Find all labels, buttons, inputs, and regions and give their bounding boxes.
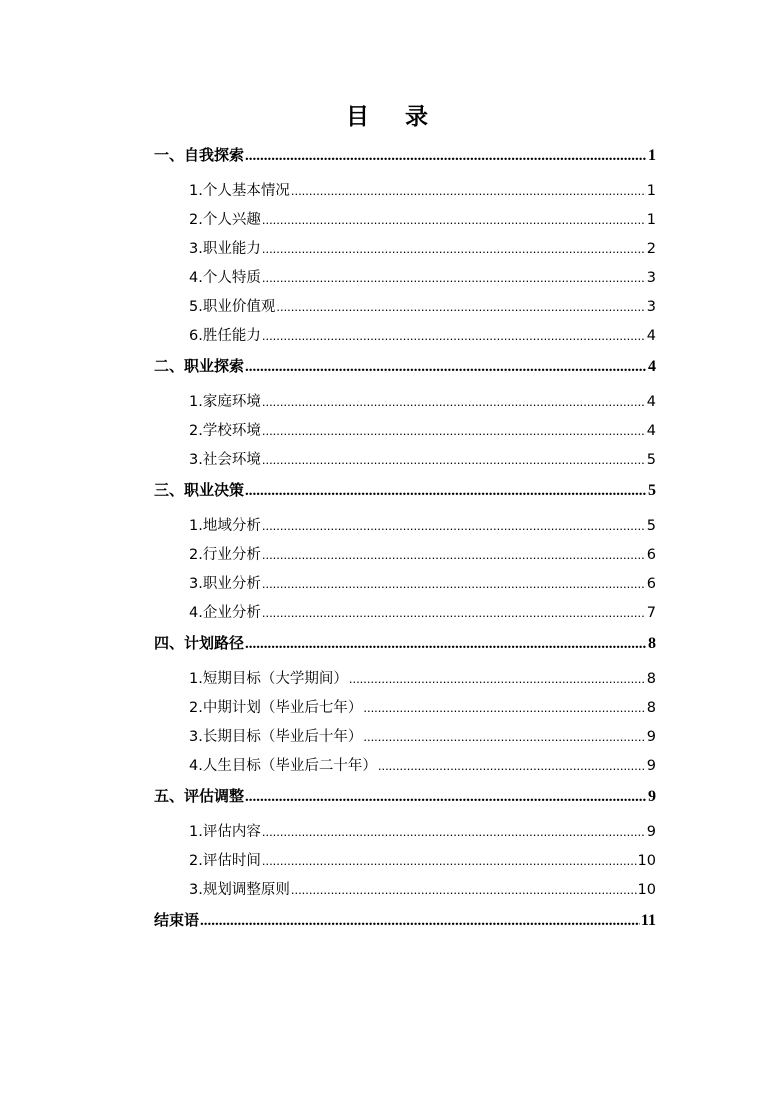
toc-page-number: 8 [646, 671, 656, 687]
toc-entry-label: 3.社会环境 [189, 452, 261, 468]
toc-entry-label: 1.个人基本情况 [189, 183, 290, 199]
toc-entry-label: 3.规划调整原则 [189, 882, 290, 898]
toc-entry-label: 1.短期目标（大学期间） [189, 671, 348, 687]
toc-dot-leader [291, 882, 637, 897]
toc-dot-leader [245, 483, 647, 500]
toc-page-number: 4 [646, 394, 656, 410]
toc-entry-label: 二、职业探索 [154, 357, 245, 375]
toc-dot-leader [245, 789, 647, 806]
toc-page-number: 3 [646, 270, 656, 286]
toc-page-number: 8 [648, 635, 656, 652]
toc-entry-label: 3.职业分析 [189, 576, 261, 592]
toc-page-number: 7 [646, 605, 656, 621]
toc-dot-leader [262, 518, 646, 533]
toc-subsection-entry[interactable] [189, 390, 656, 411]
toc-dot-leader [291, 183, 646, 198]
toc-dot-leader [262, 423, 646, 438]
toc-subsection-entry[interactable] [189, 696, 656, 717]
toc-entry-label: 4.企业分析 [189, 605, 261, 621]
toc-entry-label: 1.地域分析 [189, 518, 261, 534]
toc-dot-leader [262, 328, 646, 343]
toc-section-entry[interactable] [154, 355, 656, 376]
toc-dot-leader [200, 913, 640, 930]
toc-dot-leader [276, 299, 645, 314]
toc-page-number: 10 [637, 882, 656, 898]
toc-page-number: 10 [637, 853, 656, 869]
toc-subsection-entry[interactable] [189, 419, 656, 440]
toc-page-number: 9 [646, 729, 656, 745]
toc-section-entry[interactable] [154, 144, 656, 165]
toc-subsection-entry[interactable] [189, 667, 656, 688]
toc-entry-label: 2.个人兴趣 [189, 212, 261, 228]
toc-page-number: 2 [646, 241, 656, 257]
toc-section-entry[interactable] [154, 785, 656, 806]
toc-subsection-entry[interactable] [189, 266, 656, 287]
toc-entry-label: 3.长期目标（毕业后十年） [189, 729, 363, 745]
toc-page-number: 4 [646, 328, 656, 344]
toc-subsection-entry[interactable] [189, 820, 656, 841]
toc-entry-label: 五、评估调整 [154, 787, 245, 805]
toc-entry-label: 2.行业分析 [189, 547, 261, 563]
toc-dot-leader [363, 700, 645, 715]
toc-entry-label: 3.职业能力 [189, 241, 261, 257]
toc-entry-label: 1.家庭环境 [189, 394, 261, 410]
toc-section-entry[interactable] [154, 909, 656, 930]
toc-page-number: 4 [646, 423, 656, 439]
toc-subsection-entry[interactable] [189, 572, 656, 593]
toc-subsection-entry[interactable] [189, 543, 656, 564]
toc-subsection-entry[interactable] [189, 448, 656, 469]
toc-page-number: 4 [648, 358, 656, 375]
toc-page-number: 6 [646, 576, 656, 592]
toc-entry-label: 6.胜任能力 [189, 328, 261, 344]
toc-dot-leader [262, 853, 637, 868]
toc-page-number: 8 [646, 700, 656, 716]
toc-page-number: 5 [646, 452, 656, 468]
toc-subsection-entry[interactable] [189, 725, 656, 746]
toc-page-number: 1 [646, 212, 656, 228]
toc-subsection-entry[interactable] [189, 179, 656, 200]
toc-section-entry[interactable] [154, 479, 656, 500]
toc-subsection-entry[interactable] [189, 754, 656, 775]
toc-entry-label: 2.评估时间 [189, 853, 261, 869]
toc-dot-leader [245, 636, 647, 653]
page-title: 目 录 [345, 103, 442, 130]
toc-subsection-entry[interactable] [189, 878, 656, 899]
toc-entry-label: 2.中期计划（毕业后七年） [189, 700, 363, 716]
toc-entry-label: 4.人生目标（毕业后二十年） [189, 758, 377, 774]
toc-dot-leader [245, 359, 647, 376]
toc-page-number: 9 [646, 824, 656, 840]
toc-dot-leader [262, 452, 646, 467]
toc-dot-leader [262, 547, 646, 562]
toc-entry-label: 4.个人特质 [189, 270, 261, 286]
toc-entry-label: 5.职业价值观 [189, 299, 276, 315]
toc-subsection-entry[interactable] [189, 601, 656, 622]
toc-dot-leader [262, 270, 646, 285]
toc-page-number: 1 [648, 147, 656, 164]
toc-entry-label: 一、自我探索 [154, 146, 245, 164]
toc-dot-leader [262, 241, 646, 256]
toc-page-number: 5 [648, 482, 656, 499]
toc-dot-leader [262, 212, 646, 227]
toc-subsection-entry[interactable] [189, 295, 656, 316]
toc-subsection-entry[interactable] [189, 849, 656, 870]
toc-subsection-entry[interactable] [189, 514, 656, 535]
toc-dot-leader [378, 758, 646, 773]
toc-page-number: 9 [646, 758, 656, 774]
toc-dot-leader [349, 671, 646, 686]
toc-page-number: 3 [646, 299, 656, 315]
toc-dot-leader [363, 729, 645, 744]
toc-dot-leader [262, 394, 646, 409]
toc-dot-leader [262, 605, 646, 620]
toc-dot-leader [262, 576, 646, 591]
toc-subsection-entry[interactable] [189, 237, 656, 258]
toc-page-number: 9 [648, 788, 656, 805]
toc-subsection-entry[interactable] [189, 208, 656, 229]
toc-entry-label: 2.学校环境 [189, 423, 261, 439]
toc-dot-leader [262, 824, 646, 839]
toc-entry-label: 结束语 [154, 911, 200, 929]
toc-page-number: 6 [646, 547, 656, 563]
toc-entry-label: 四、计划路径 [154, 634, 245, 652]
toc-page-number: 11 [640, 912, 656, 929]
toc-subsection-entry[interactable] [189, 324, 656, 345]
toc-page-number: 1 [646, 183, 656, 199]
toc-dot-leader [245, 148, 647, 165]
toc-section-entry[interactable] [154, 632, 656, 653]
toc-entry-label: 三、职业决策 [154, 481, 245, 499]
toc-page-number: 5 [646, 518, 656, 534]
toc-entry-label: 1.评估内容 [189, 824, 261, 840]
